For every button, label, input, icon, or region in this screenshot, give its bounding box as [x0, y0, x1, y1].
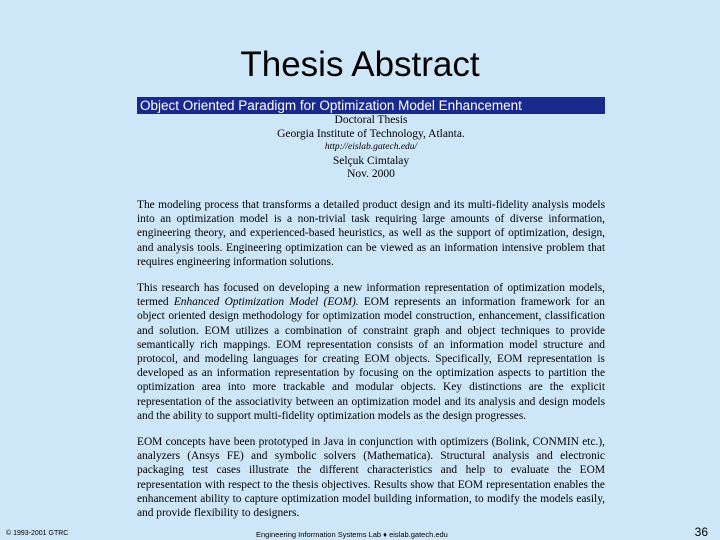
slide-title: Thesis Abstract — [240, 45, 480, 84]
thesis-type: Doctoral Thesis — [334, 114, 408, 126]
footer-lab-info: Engineering Information Systems Lab ♦ eislab.gatech.edu — [256, 530, 448, 539]
abstract-document — [137, 97, 605, 532]
abstract-paragraph-1: The modeling process that transforms a detailed product design and its multi-fidelity analysis models into an optimization model is a non-trivial task requiring large amounts of diverse information, engineering theory, and experienced-based heuristics, as well as the support of optimization, design, and analysis tools. Engineering optimization can be viewed as an information intensive problem that requires engineering information solutions. — [137, 198, 605, 268]
abstract-paragraph-3: EOM concepts have been prototyped in Java in conjunction with optimizers (Bolink, CONMIN etc.), analyzers (Ansys FE) and symbolic solvers (Mathematica). Structural analysis and electronic packaging test cases illustrate the different characteristics and help to evaluate the EOM representation with respect to the thesis objectives. Results show that EOM representation enables the enhancement ability to capture optimization model building information, to modify the models easily, and provide flexibility to designers. — [137, 436, 605, 520]
thesis-title-banner: Object Oriented Paradigm for Optimization Model Enhancement — [137, 97, 605, 114]
thesis-date: Nov. 2000 — [347, 168, 395, 181]
thesis-header — [137, 114, 605, 182]
eom-term: Enhanced Optimization Model (EOM). — [173, 296, 359, 309]
para2-text-after: EOM represents an information framework for an object oriented design methodology for optimization model construction, enhancement, classification and solution. EOM utilizes a combination of constraint graph and object techniques to provide semantically rich mappings. EOM representation consists of an information model structure and protocol, and modeling languages for creating EOM objects. Specifically, EOM representation is developed as an information representation by focusing on the optimization aspects to partition the optimization area into more trackable and modular objects. Key distinctions are the explicit representation of the associativity between an optimization model and its analysis and design models and the ability to support multi-fidelity optimization models as the design progresses. — [137, 296, 605, 422]
author: Selçuk Cimtalay — [332, 154, 410, 167]
copyright-notice: © 1993-2001 GTRC — [6, 530, 69, 537]
para2-text-before: This research has focused on developing a new information representation of optimization models, termed — [137, 281, 605, 309]
abstract-body — [137, 198, 605, 520]
lab-url: http://eislab.gatech.edu/ — [324, 142, 418, 153]
page-number: 36 — [694, 525, 708, 539]
institution: Georgia Institute of Technology, Atlanta. — [277, 127, 465, 140]
abstract-paragraph-2 — [137, 281, 605, 423]
